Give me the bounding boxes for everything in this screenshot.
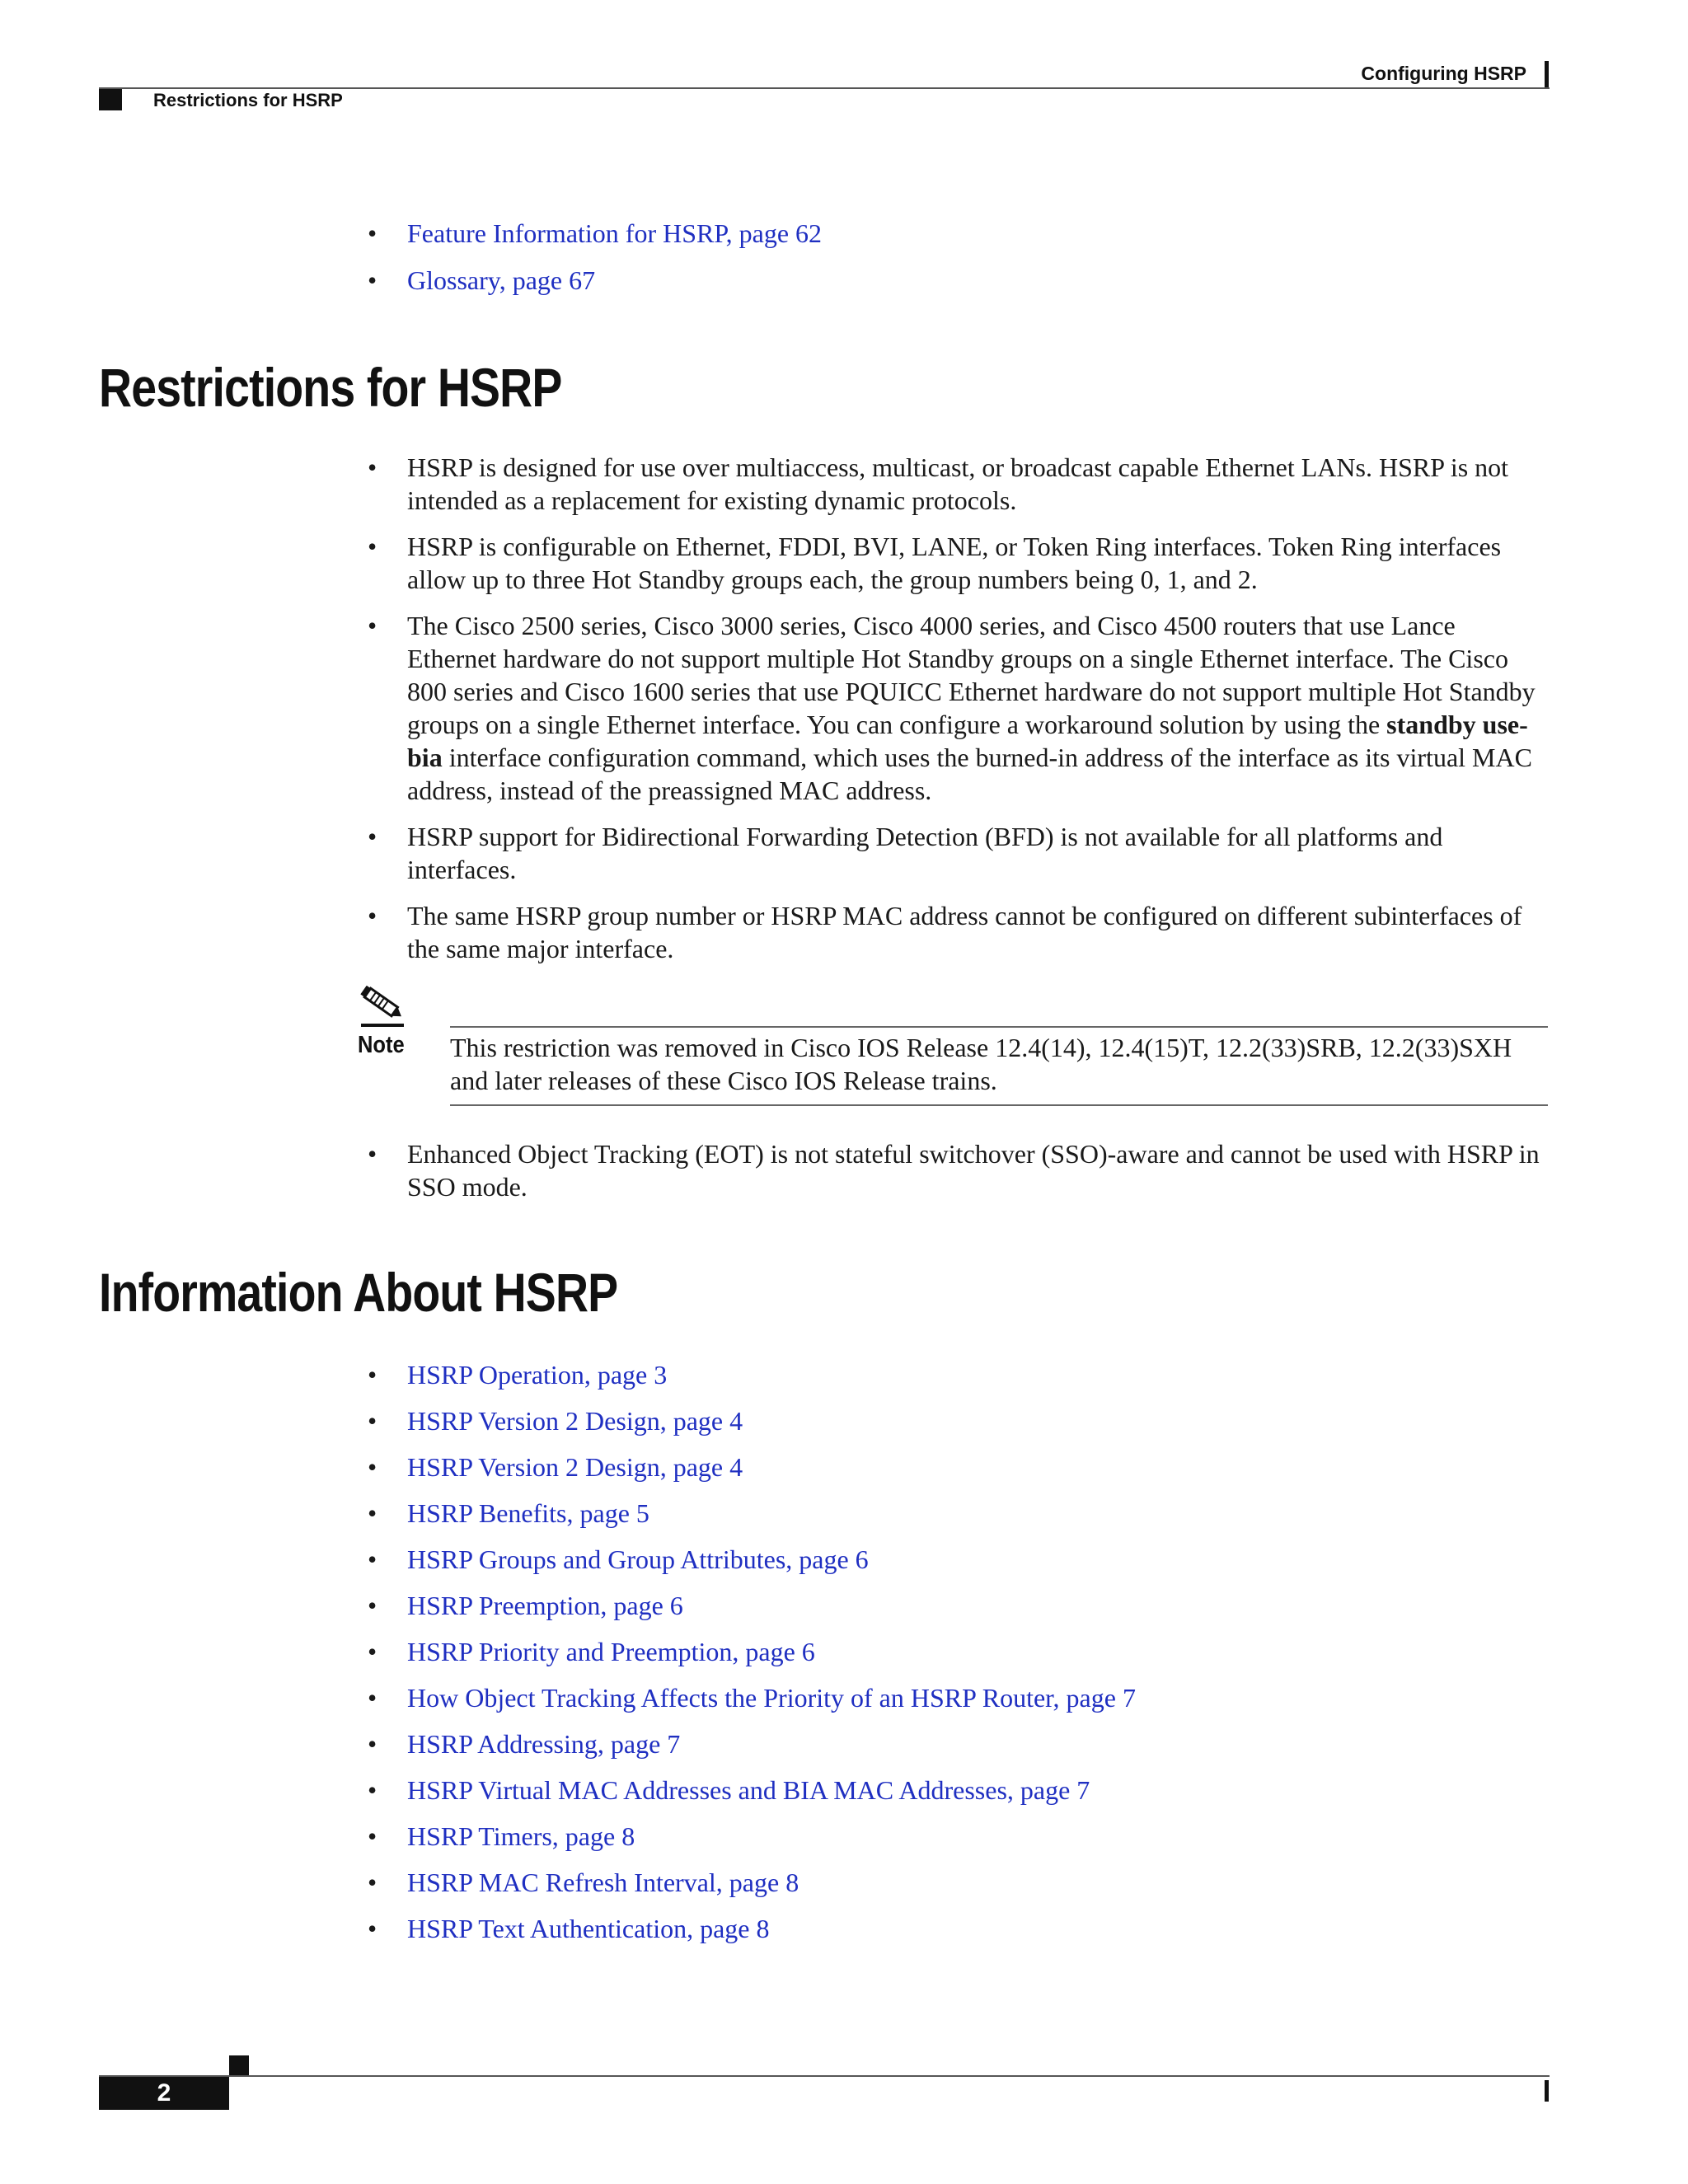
- restrictions-heading: Restrictions for HSRP: [99, 357, 562, 418]
- xref-link[interactable]: HSRP MAC Refresh Interval, page 8: [407, 1868, 799, 1897]
- command-name: standby use-bia: [407, 710, 1528, 772]
- running-header-chapter: Configuring HSRP: [1361, 63, 1526, 84]
- running-header-section: Restrictions for HSRP: [153, 90, 343, 110]
- list-item: [368, 1727, 1546, 1760]
- list-item: [368, 1589, 1546, 1622]
- header-square-marker: [99, 89, 122, 110]
- top-links-list: [368, 217, 1546, 311]
- xref-link[interactable]: HSRP Groups and Group Attributes, page 6: [407, 1544, 869, 1574]
- page-number: 2: [99, 2077, 229, 2110]
- note-bottom-rule: [450, 1104, 1548, 1106]
- note-text: This restriction was removed in Cisco IOS Release 12.4(14), 12.4(15)T, 12.2(33)SRB, 12.2(33)SXH and later releases of these Cisco IOS Release trains.: [450, 1033, 1512, 1095]
- xref-link[interactable]: HSRP Timers, page 8: [407, 1821, 635, 1851]
- xref-link[interactable]: HSRP Version 2 Design, page 4: [407, 1452, 743, 1482]
- list-item: [368, 609, 1546, 807]
- list-item: • Enhanced Object Tracking (EOT) is not stateful switchover (SSO)-aware and cannot be used with HSRP in SSO mode.: [368, 1137, 1546, 1203]
- restrictions-list: [368, 451, 1546, 978]
- list-item: [368, 1866, 1546, 1899]
- list-item: • HSRP support for Bidirectional Forwarding Detection (BFD) is not available for all platforms and interfaces.: [368, 820, 1546, 886]
- xref-link[interactable]: HSRP Preemption, page 6: [407, 1591, 683, 1620]
- xref-link[interactable]: Feature Information for HSRP, page 62: [407, 218, 823, 248]
- footer-rule: [99, 2075, 1550, 2077]
- xref-link[interactable]: HSRP Operation, page 3: [407, 1360, 668, 1390]
- list-item: [368, 1635, 1546, 1668]
- list-item: [368, 1451, 1546, 1483]
- list-item: [368, 264, 1546, 297]
- xref-link[interactable]: HSRP Virtual MAC Addresses and BIA MAC Addresses, page 7: [407, 1775, 1090, 1805]
- xref-link[interactable]: How Object Tracking Affects the Priority of an HSRP Router, page 7: [407, 1683, 1136, 1713]
- note-label: Note: [358, 1032, 405, 1058]
- text-run: interface configuration command, which uses the burned-in address of the interface as its virtual MAC address, instead of the preassigned MAC address.: [407, 743, 1532, 805]
- text-run: The Cisco 2500 series, Cisco 3000 series, Cisco 4000 series, and Cisco 4500 routers that use Lance Ethernet hardware do not support multiple Hot Standby groups on a single Ethernet interface. The Cisco 800 series and Cisco 1600 series that use PQUICC Ethernet hardware do not support multiple Hot Standby groups on a single Ethernet interface. You can configure a workaround solution by using the: [407, 611, 1536, 739]
- list-item: [368, 1543, 1546, 1576]
- header-vertical-bar: [1545, 61, 1549, 89]
- list-item: [368, 1358, 1546, 1391]
- note-top-rule: [450, 1026, 1548, 1028]
- xref-link[interactable]: HSRP Addressing, page 7: [407, 1729, 681, 1759]
- information-heading: Information About HSRP: [99, 1262, 618, 1323]
- list-item: [368, 217, 1546, 250]
- list-item: • HSRP is configurable on Ethernet, FDDI, BVI, LANE, or Token Ring interfaces. Token Ring interfaces allow up to three Hot Standby groups each, the group numbers being 0, 1, and 2.: [368, 530, 1546, 596]
- list-item: [368, 1497, 1546, 1530]
- footer-vertical-bar: [1545, 2080, 1549, 2102]
- pencil-note-icon: [356, 986, 406, 1029]
- list-item: [368, 1820, 1546, 1853]
- xref-link[interactable]: HSRP Benefits, page 5: [407, 1498, 649, 1528]
- xref-link[interactable]: Glossary, page 67: [407, 265, 596, 295]
- footer-square-marker: [229, 2055, 249, 2075]
- list-item: [368, 1681, 1546, 1714]
- xref-link[interactable]: HSRP Version 2 Design, page 4: [407, 1406, 743, 1436]
- list-item: [368, 1404, 1546, 1437]
- restrictions-list-continued: [368, 1137, 1546, 1203]
- list-item: • The same HSRP group number or HSRP MAC address cannot be configured on different subinterfaces of the same major interface.: [368, 899, 1546, 965]
- list-item: [368, 1774, 1546, 1807]
- information-links-list: [368, 1358, 1546, 1958]
- xref-link[interactable]: HSRP Text Authentication, page 8: [407, 1914, 770, 1943]
- xref-link[interactable]: HSRP Priority and Preemption, page 6: [407, 1637, 815, 1666]
- list-item: • HSRP is designed for use over multiaccess, multicast, or broadcast capable Ethernet LANs. HSRP is not intended as a replacement for existing dynamic protocols.: [368, 451, 1546, 517]
- list-item: [368, 1912, 1546, 1945]
